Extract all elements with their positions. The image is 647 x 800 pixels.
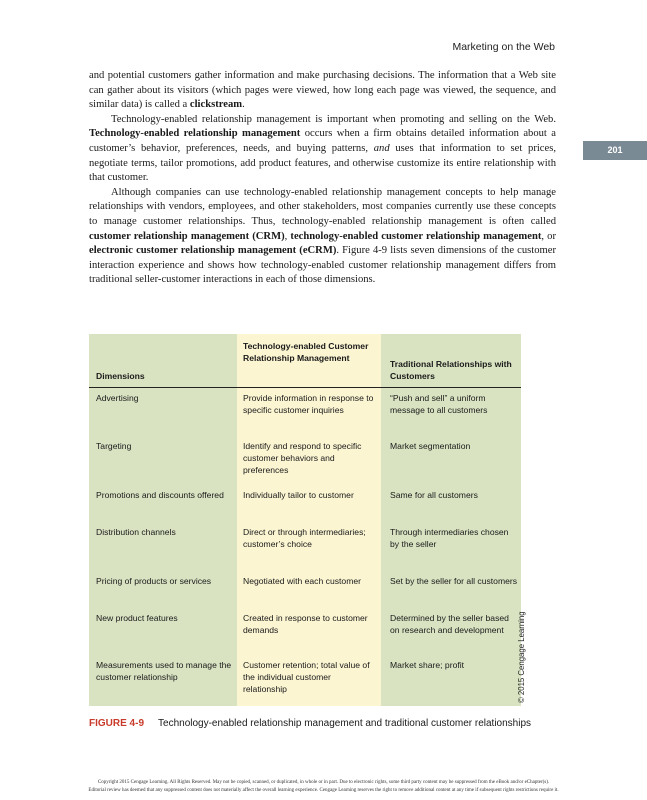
- text-run: ,: [284, 230, 291, 242]
- table-cell: Advertising: [96, 393, 139, 403]
- paragraph: [89, 186, 556, 288]
- text-run: Although companies can use technology-enabled relationship management concepts to help manage relationships with vendors, employees, and other stakeholders, most companies currently use these concepts to manage customer relationships. Thus, technology-enabled relationship management is often called: [89, 186, 556, 227]
- table-cell: Market segmentation: [390, 441, 471, 451]
- running-head: Marketing on the Web: [452, 41, 555, 53]
- key-term: technology-enabled customer relationship management: [290, 230, 542, 242]
- crm-column-highlight: [237, 334, 381, 706]
- copyright-footer-line-1: Copyright 2015 Cengage Learning. All Rights Reserved. May not be copied, scanned, or duplicated, in whole or in part. Due to electronic rights, some third party content may be suppressed from the eBook and/or eChapter(s).: [97, 780, 550, 785]
- page-number-tab: 201: [583, 141, 647, 160]
- figure-credit: © 2015 Cengage Learning: [517, 611, 526, 703]
- figure-label: FIGURE 4-9: [89, 718, 145, 729]
- header-crm: Technology-enabled Customer Relationship Management: [243, 341, 369, 363]
- key-term: customer relationship management (CRM): [89, 230, 285, 242]
- figure-caption: [89, 718, 531, 729]
- header-divider: [89, 387, 521, 388]
- text-run: uses that information to set prices, negotiate terms, tailor promotions, add product features, and otherwise customize its entire relationship with that customer.: [89, 142, 556, 184]
- text-run: . Figure 4-9 lists seven dimensions of the customer interaction experience and shows how technology-enabled customer relationship management differs from traditional seller-customer interactions in each of those dimensions.: [89, 245, 556, 286]
- table-cell: Direct or through intermediaries; customer’s choice: [243, 527, 366, 549]
- table-cell: Through intermediaries chosen by the seller: [390, 527, 509, 549]
- table-cell: New product features: [96, 613, 178, 623]
- key-term: clickstream: [189, 99, 243, 111]
- paragraph: [89, 69, 556, 113]
- table-cell: Provide information in response to specific customer inquiries: [243, 393, 374, 415]
- paragraph: [89, 113, 556, 186]
- table-cell: Created in response to customer demands: [243, 613, 368, 635]
- table-cell: Pricing of products or services: [96, 576, 212, 586]
- key-term: Technology-enabled relationship management: [89, 128, 301, 140]
- header-traditional: Traditional Relationships with Customers: [390, 359, 512, 381]
- table-cell: Set by the seller for all customers: [390, 576, 518, 586]
- table-cell: Identify and respond to specific customer behaviors and preferences: [243, 441, 362, 475]
- table-cell: “Push and sell” a uniform message to all customers: [390, 393, 488, 415]
- figure-caption-text: Technology-enabled relationship management and traditional customer relationships: [158, 718, 532, 729]
- table-cell: Measurements used to manage the customer relationship: [96, 660, 232, 682]
- emphasis-text: and: [373, 142, 390, 154]
- table-cell: Promotions and discounts offered: [96, 490, 224, 500]
- text-run: .: [242, 99, 245, 111]
- table-cell: Customer retention; total value of the individual customer relationship: [243, 660, 370, 694]
- key-term: electronic customer relationship management (eCRM): [89, 245, 337, 257]
- text-run: Technology-enabled relationship management is important when promoting and selling on the Web.: [111, 113, 556, 125]
- table-cell: Individually tailor to customer: [243, 490, 354, 500]
- figure-table: [89, 334, 521, 706]
- text-run: and potential customers gather information and make purchasing decisions. The information that a Web site can gather about its visitors (which pages were viewed, how long each page was viewed, the sequence, and similar data) is called a: [89, 70, 556, 111]
- table-cell: Determined by the seller based on research and development: [390, 613, 509, 635]
- table-cell: Targeting: [96, 441, 132, 451]
- text-run: occurs when a firm obtains detailed information about a customer’s behavior, preferences, needs, and buying patterns,: [89, 128, 556, 154]
- header-dimensions: Dimensions: [96, 371, 145, 381]
- body-text: [89, 69, 556, 288]
- text-run: , or: [541, 230, 557, 242]
- copyright-footer-line-2: Editorial review has deemed that any suppressed content does not materially affect the overall learning experience. Cengage Learning reserves the right to remove additional content at any time if subsequent rights restrictions require it.: [88, 788, 559, 793]
- table-cell: Market share; profit: [390, 660, 465, 670]
- table-cell: Negotiated with each customer: [243, 576, 361, 586]
- table-cell: Same for all customers: [390, 490, 478, 500]
- table-cell: Distribution channels: [96, 527, 176, 537]
